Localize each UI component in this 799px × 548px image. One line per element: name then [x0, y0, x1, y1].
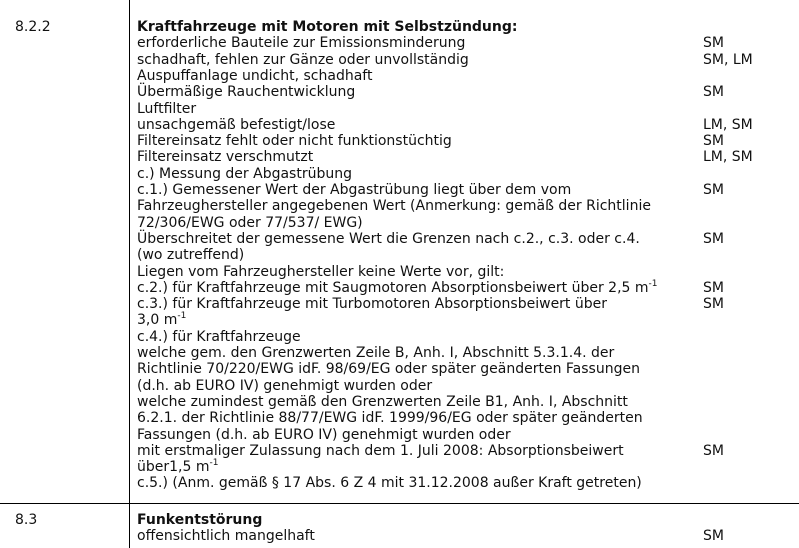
row-text-content: c.4.) für Kraftfahrzeuge: [137, 328, 301, 345]
checklist-row: [137, 101, 787, 117]
defect-classification: SM: [703, 279, 724, 296]
checklist-row: [137, 528, 787, 544]
defect-classification: SM: [703, 230, 724, 247]
unit-exponent: -1: [648, 278, 658, 289]
row-text-content: Übermäßige Rauchentwicklung: [137, 84, 356, 101]
checklist-row: [137, 231, 787, 247]
row-text: [137, 378, 432, 394]
row-text-content: unsachgemäß befestigt/lose: [137, 116, 336, 133]
row-text: [137, 443, 624, 459]
row-text-content: c.1.) Gemessener Wert der Abgastrübung liegt über dem vom: [137, 182, 572, 198]
row-text-content: (d.h. ab EURO IV) genehmigt wurden oder: [137, 377, 433, 394]
section-title: [137, 19, 517, 35]
row-text: [137, 312, 186, 328]
checklist-row: [137, 264, 787, 280]
row-text-content: Filtereinsatz fehlt oder nicht funktionstüchtig: [137, 133, 452, 150]
defect-classification: LM, SM: [703, 149, 753, 166]
checklist-row: [137, 149, 787, 165]
defect-classification: SM: [703, 35, 724, 52]
checklist-row: [137, 84, 787, 100]
row-text: [137, 68, 372, 84]
defect-classification: SM: [703, 133, 724, 150]
defect-classification: LM, SM: [703, 116, 753, 133]
checklist-row: [137, 68, 787, 84]
checklist-row: [137, 361, 787, 377]
row-text: [137, 198, 651, 214]
defect-classification: SM: [703, 182, 724, 198]
row-text: [137, 247, 244, 263]
row-text-content: Filtereinsatz verschmutzt: [137, 149, 314, 166]
defect-classification: SM, LM: [703, 51, 753, 68]
row-text: [137, 264, 504, 280]
checklist-row: [137, 394, 787, 410]
row-text-content: Überschreitet der gemessene Wert die Grenzen nach c.2., c.3. oder c.4.: [137, 230, 640, 247]
row-text: [137, 149, 313, 165]
row-text: [137, 410, 643, 426]
checklist-row: [137, 345, 787, 361]
row-text-content: welche zumindest gemäß den Grenzwerten Zeile B1, Anh. I, Abschnitt: [137, 393, 628, 410]
row-text: [137, 361, 640, 377]
checklist-row: [137, 410, 787, 426]
checklist-row: [137, 443, 787, 459]
row-text-content: mit erstmaliger Zulassung nach dem 1. Juli 2008: Absorptionsbeiwert: [137, 442, 624, 459]
defect-classification: SM: [703, 442, 724, 459]
checklist-row: [137, 296, 787, 312]
section-number: 8.3: [15, 512, 38, 528]
defect-classification: SM: [703, 84, 724, 101]
row-text-content: Kraftfahrzeuge mit Motoren mit Selbstzündung:: [137, 19, 518, 35]
row-text: [137, 182, 571, 198]
row-text-content: Fahrzeughersteller angegebenen Wert (Anmerkung: gemäß der Richtlinie: [137, 198, 651, 215]
row-text: [137, 166, 352, 182]
row-text-content: über1,5 m: [137, 459, 210, 476]
checklist-row: [137, 52, 787, 68]
checklist-row: [137, 215, 787, 231]
row-text: [137, 101, 196, 117]
row-text: [137, 345, 614, 361]
row-text: [137, 475, 642, 491]
checklist-row: [137, 312, 787, 328]
row-text: [137, 117, 335, 133]
row-text-content: c.2.) für Kraftfahrzeuge mit Saugmotoren Absorptionsbeiwert über 2,5 m: [137, 279, 649, 296]
section-number: 8.2.2: [15, 19, 51, 35]
row-text-content: erforderliche Bauteile zur Emissionsminderung: [137, 35, 466, 52]
row-text: [137, 231, 640, 247]
row-text-content: 3,0 m: [137, 312, 178, 329]
row-text-content: Richtlinie 70/220/EWG idF. 98/69/EG oder später geänderten Fassungen: [137, 361, 640, 378]
section-separator: [0, 503, 799, 504]
unit-exponent: -1: [177, 311, 187, 322]
row-text-content: 72/306/EWG oder 77/537/ EWG): [137, 214, 363, 231]
row-text: [137, 280, 658, 296]
checklist-row: [137, 198, 787, 214]
checklist-row: [137, 133, 787, 149]
checklist-row: [137, 166, 787, 182]
row-text-content: offensichtlich mangelhaft: [137, 528, 315, 545]
checklist-row: [137, 459, 787, 475]
column-divider: [129, 0, 130, 548]
row-text-content: c.3.) für Kraftfahrzeuge mit Turbomotoren Absorptionsbeiwert über: [137, 296, 608, 313]
unit-exponent: -1: [209, 458, 219, 469]
checklist-row: [137, 19, 787, 35]
checklist-row: [137, 280, 787, 296]
row-text-content: Luftfilter: [137, 100, 197, 117]
checklist-row: [137, 182, 787, 198]
checklist-row: [137, 378, 787, 394]
row-text: [137, 133, 452, 149]
row-text-content: Auspuffanlage undicht, schadhaft: [137, 67, 373, 84]
row-text-content: c.5.) (Anm. gemäß § 17 Abs. 6 Z 4 mit 31.12.2008 außer Kraft getreten): [137, 475, 642, 492]
checklist-row: [137, 475, 787, 491]
checklist-row: [137, 329, 787, 345]
row-text: [137, 296, 607, 312]
row-text: [137, 215, 363, 231]
row-text: [137, 329, 301, 345]
row-text: [137, 52, 469, 68]
section-title: [137, 512, 262, 528]
defect-classification: SM: [703, 296, 724, 313]
defect-classification: SM: [703, 528, 724, 545]
row-text: [137, 84, 355, 100]
row-text-content: Fassungen (d.h. ab EURO IV) genehmigt wurden oder: [137, 426, 511, 443]
checklist-row: [137, 117, 787, 133]
row-text: [137, 459, 218, 475]
checklist-row: [137, 427, 787, 443]
row-text: [137, 427, 511, 443]
row-text-content: (wo zutreffend): [137, 247, 245, 264]
checklist-row: [137, 35, 787, 51]
row-text-content: 6.2.1. der Richtlinie 88/77/EWG idF. 1999/96/EG oder später geänderten: [137, 410, 643, 427]
row-text-content: c.) Messung der Abgastrübung: [137, 165, 352, 182]
row-text: [137, 394, 628, 410]
checklist-row: [137, 512, 787, 528]
row-text-content: Liegen vom Fahrzeughersteller keine Werte vor, gilt:: [137, 263, 505, 280]
checklist-row: [137, 247, 787, 263]
row-text-content: Funkentstörung: [137, 512, 263, 528]
row-text-content: welche gem. den Grenzwerten Zeile B, Anh. I, Abschnitt 5.3.1.4. der: [137, 345, 615, 361]
row-text-content: schadhaft, fehlen zur Gänze oder unvollständig: [137, 51, 469, 68]
row-text: [137, 528, 315, 544]
row-text: [137, 35, 465, 51]
